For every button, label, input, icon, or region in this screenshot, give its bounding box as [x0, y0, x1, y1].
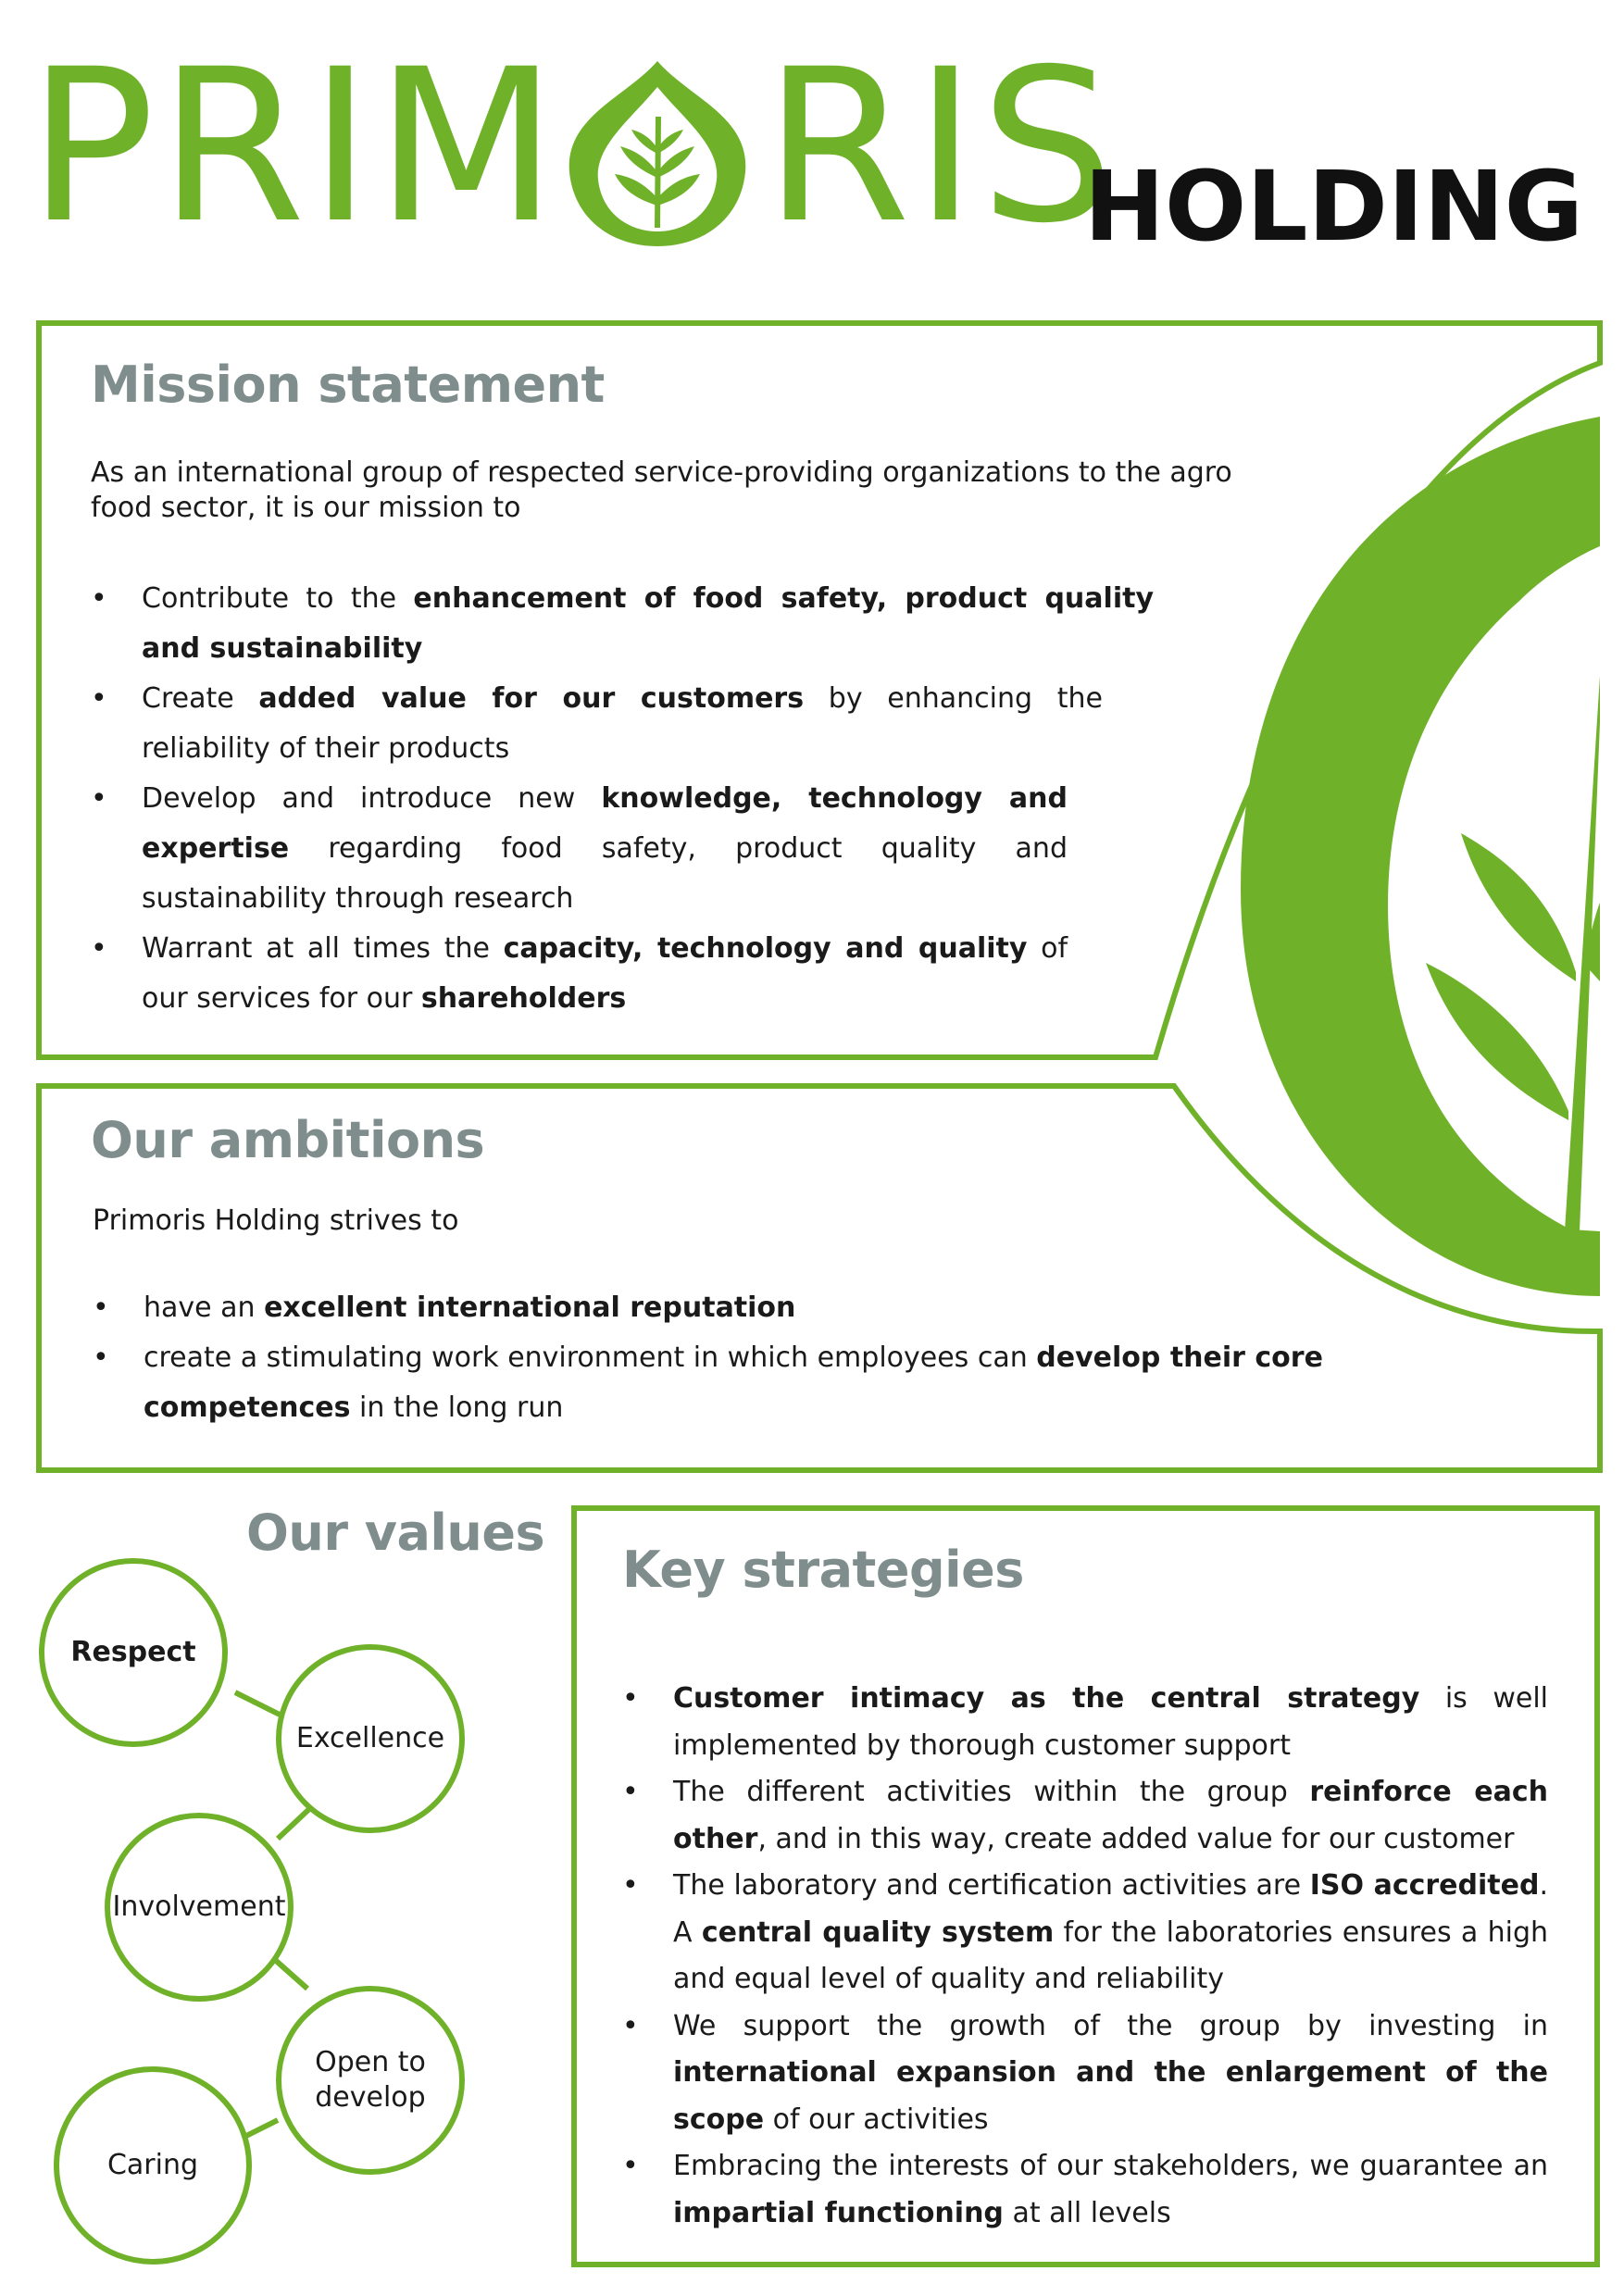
list-item: • Develop and introduce new knowledge, technology and expertise regarding food safety, product quality and sustainability through research [91, 774, 1068, 924]
list-item: • The different activities within the group reinforce each other, and in this way, create added value for our customer [622, 1769, 1548, 1863]
ambitions-title: Our ambitions [91, 1111, 485, 1169]
list-item: • have an excellent international reputation [93, 1283, 1333, 1333]
list-item: • Customer intimacy as the central strategy is well implemented by thorough customer support [622, 1676, 1548, 1769]
value-caring: Caring [54, 2066, 252, 2265]
mission-title: Mission statement [91, 356, 605, 414]
list-item: • The laboratory and certification activities are ISO accredited. A central quality system for the laboratories ensures a high and equal level of quality and reliability [622, 1863, 1548, 2003]
value-respect: Respect [39, 1558, 228, 1747]
value-involvement: Involvement [105, 1813, 294, 2002]
ambitions-list [93, 1283, 1333, 1433]
holding-title: HOLDING [1083, 150, 1583, 263]
mission-intro: As an international group of respected service-providing organizations to the agro food sector, it is our mission to [91, 456, 1232, 524]
logo-text-right: RIS [764, 23, 1118, 269]
list-item: • create a stimulating work environment in which employees can develop their core competences in the long run [93, 1333, 1333, 1433]
values-title: Our values [246, 1504, 545, 1562]
list-item: • We support the growth of the group by investing in international expansion and the enlargement of the scope of our activities [622, 2003, 1548, 2144]
list-item: • Embracing the interests of our stakeholders, we guarantee an impartial functioning at all levels [622, 2143, 1548, 2237]
value-open-to-develop: Open to develop [276, 1986, 465, 2175]
logo-text-left: PRIM [28, 23, 561, 269]
list-item: • Contribute to the enhancement of food safety, product quality and sustainability [91, 574, 1154, 674]
value-excellence: Excellence [276, 1644, 465, 1833]
strategies-list [622, 1676, 1548, 2237]
strategies-title: Key strategies [622, 1541, 1024, 1599]
ambitions-intro: Primoris Holding strives to [93, 1204, 459, 1237]
list-item: • Create added value for our customers by enhancing the reliability of their products [91, 674, 1103, 774]
mission-list [91, 574, 1154, 1024]
list-item: • Warrant at all times the capacity, technology and quality of our services for our shareholders [91, 924, 1068, 1024]
